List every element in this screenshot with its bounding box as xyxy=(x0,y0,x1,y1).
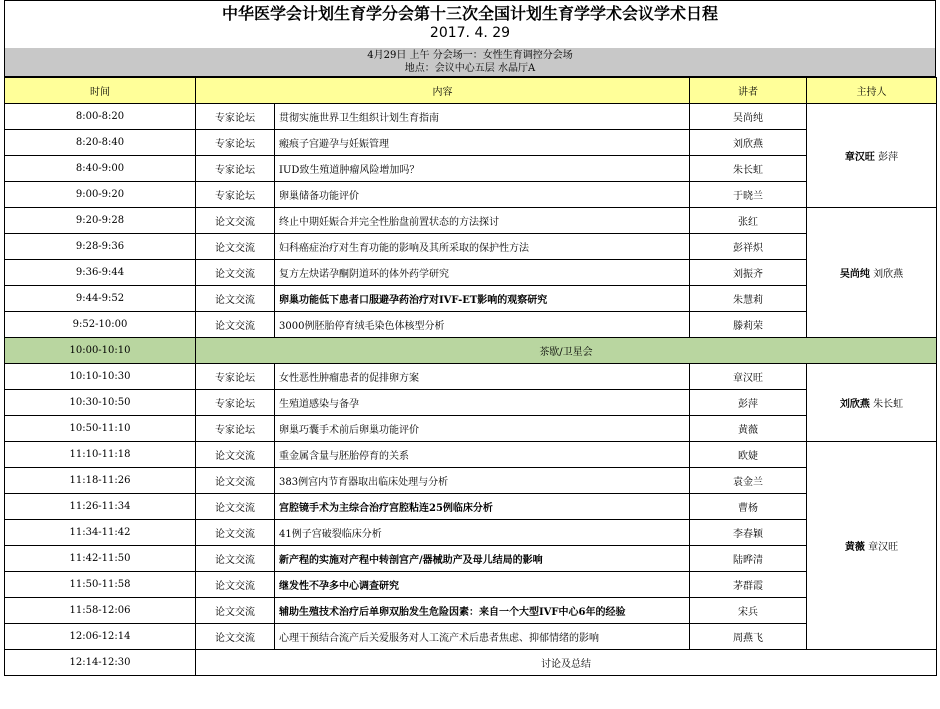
type-cell: 论文交流 xyxy=(196,572,275,598)
host-main-name: 章汉旺 xyxy=(844,152,875,163)
table-row xyxy=(5,494,937,520)
type-cell: 专家论坛 xyxy=(196,156,275,182)
topic-cell: 瘢痕子宫避孕与妊娠管理 xyxy=(275,130,690,156)
time-cell: 11:34-11:42 xyxy=(5,520,196,546)
table-row xyxy=(5,390,937,416)
time-cell: 8:40-9:00 xyxy=(5,156,196,182)
type-cell: 论文交流 xyxy=(196,442,275,468)
time-cell: 11:58-12:06 xyxy=(5,598,196,624)
speaker-cell: 周燕飞 xyxy=(690,624,807,650)
speaker-cell: 彭萍 xyxy=(690,390,807,416)
speaker-cell: 刘欣燕 xyxy=(690,130,807,156)
topic-cell: 新产程的实施对产程中转剖宫产/器械助产及母儿结局的影响 xyxy=(275,546,690,572)
topic-cell: 继发性不孕多中心调查研究 xyxy=(275,572,690,598)
table-row xyxy=(5,416,937,442)
type-cell: 专家论坛 xyxy=(196,416,275,442)
time-cell: 9:28-9:36 xyxy=(5,234,196,260)
table-row xyxy=(5,260,937,286)
topic-cell: 41例子宫破裂临床分析 xyxy=(275,520,690,546)
header-time: 时间 xyxy=(5,78,196,104)
speaker-cell: 于晓兰 xyxy=(690,182,807,208)
time-cell: 11:10-11:18 xyxy=(5,442,196,468)
topic-cell: 重金属含量与胚胎停育的关系 xyxy=(275,442,690,468)
time-cell: 11:26-11:34 xyxy=(5,494,196,520)
type-cell: 专家论坛 xyxy=(196,364,275,390)
topic-cell: 卵巢功能低下患者口服避孕药治疗对IVF-ET影响的观察研究 xyxy=(275,286,690,312)
type-cell: 论文交流 xyxy=(196,286,275,312)
host-other-name: 彭萍 xyxy=(878,152,899,163)
host-main-name: 吴尚纯 xyxy=(839,269,870,280)
table-row xyxy=(5,598,937,624)
closing-time: 12:14-12:30 xyxy=(5,650,196,676)
closing-label: 讨论及总结 xyxy=(196,650,937,676)
host-cell xyxy=(807,208,937,338)
time-cell: 11:42-11:50 xyxy=(5,546,196,572)
time-cell: 8:20-8:40 xyxy=(5,130,196,156)
host-cell xyxy=(807,442,937,650)
type-cell: 论文交流 xyxy=(196,598,275,624)
table-row xyxy=(5,442,937,468)
time-cell: 9:00-9:20 xyxy=(5,182,196,208)
header-speaker: 讲者 xyxy=(690,78,807,104)
table-row xyxy=(5,468,937,494)
table-row xyxy=(5,286,937,312)
schedule-table xyxy=(4,77,937,676)
time-cell: 11:18-11:26 xyxy=(5,468,196,494)
table-row xyxy=(5,520,937,546)
session-info xyxy=(4,48,936,77)
title-block xyxy=(4,0,936,49)
page-title: 中华医学会计划生育学分会第十三次全国计划生育学学术会议学术日程 xyxy=(221,4,718,23)
time-cell: 10:50-11:10 xyxy=(5,416,196,442)
topic-cell: 卵巢储备功能评价 xyxy=(275,182,690,208)
table-row xyxy=(5,208,937,234)
session-line-1: 4月29日 上午 分会场一：女性生育调控分会场 xyxy=(367,50,573,61)
time-cell: 9:20-9:28 xyxy=(5,208,196,234)
host-other-name: 刘欣燕 xyxy=(873,269,904,280)
host-main-name: 黄薇 xyxy=(844,542,865,553)
topic-cell: 终止中期妊娠合并完全性胎盘前置状态的方法探讨 xyxy=(275,208,690,234)
header-host: 主持人 xyxy=(807,78,937,104)
speaker-cell: 袁金兰 xyxy=(690,468,807,494)
host-cell xyxy=(807,364,937,442)
host-cell xyxy=(807,104,937,208)
time-cell: 8:00-8:20 xyxy=(5,104,196,130)
time-cell: 12:06-12:14 xyxy=(5,624,196,650)
table-row xyxy=(5,104,937,130)
table-row xyxy=(5,234,937,260)
speaker-cell: 朱慧莉 xyxy=(690,286,807,312)
time-cell: 9:44-9:52 xyxy=(5,286,196,312)
host-other-name: 朱长虹 xyxy=(873,399,904,410)
table-row xyxy=(5,572,937,598)
topic-cell: 妇科癌症治疗对生育功能的影响及其所采取的保护性方法 xyxy=(275,234,690,260)
host-main-name: 刘欣燕 xyxy=(839,399,870,410)
speaker-cell: 张红 xyxy=(690,208,807,234)
page-date: 2017. 4. 29 xyxy=(429,25,511,41)
topic-cell: 贯彻实施世界卫生组织计划生育指南 xyxy=(275,104,690,130)
speaker-cell: 刘振齐 xyxy=(690,260,807,286)
speaker-cell: 欧婕 xyxy=(690,442,807,468)
schedule-sheet xyxy=(4,0,936,709)
header-row xyxy=(5,78,937,104)
type-cell: 论文交流 xyxy=(196,234,275,260)
type-cell: 论文交流 xyxy=(196,468,275,494)
topic-cell: 卵巢巧囊手术前后卵巢功能评价 xyxy=(275,416,690,442)
type-cell: 专家论坛 xyxy=(196,104,275,130)
time-cell: 11:50-11:58 xyxy=(5,572,196,598)
type-cell: 专家论坛 xyxy=(196,390,275,416)
topic-cell: 3000例胚胎停育绒毛染色体核型分析 xyxy=(275,312,690,338)
speaker-cell: 宋兵 xyxy=(690,598,807,624)
speaker-cell: 朱长虹 xyxy=(690,156,807,182)
speaker-cell: 吴尚纯 xyxy=(690,104,807,130)
topic-cell: 辅助生殖技术治疗后单卵双胎发生危险因素：来自一个大型IVF中心6年的经验 xyxy=(275,598,690,624)
time-cell: 10:30-10:50 xyxy=(5,390,196,416)
topic-cell: IUD致生殖道肿瘤风险增加吗？ xyxy=(275,156,690,182)
topic-cell: 女性恶性肿瘤患者的促排卵方案 xyxy=(275,364,690,390)
session-line-2: 地点：会议中心五层 水晶厅A xyxy=(404,63,536,74)
topic-cell: 复方左炔诺孕酮阴道环的体外药学研究 xyxy=(275,260,690,286)
time-cell: 9:36-9:44 xyxy=(5,260,196,286)
table-row xyxy=(5,156,937,182)
type-cell: 论文交流 xyxy=(196,624,275,650)
host-other-name: 章汉旺 xyxy=(868,542,899,553)
table-row xyxy=(5,624,937,650)
topic-cell: 宫腔镜手术为主综合治疗宫腔粘连25例临床分析 xyxy=(275,494,690,520)
type-cell: 论文交流 xyxy=(196,208,275,234)
break-label: 茶歇/卫星会 xyxy=(196,338,937,364)
break-row xyxy=(5,338,937,364)
speaker-cell: 茅群霞 xyxy=(690,572,807,598)
topic-cell: 383例宫内节育器取出临床处理与分析 xyxy=(275,468,690,494)
speaker-cell: 曹杨 xyxy=(690,494,807,520)
type-cell: 论文交流 xyxy=(196,494,275,520)
table-row xyxy=(5,182,937,208)
speaker-cell: 陆晔清 xyxy=(690,546,807,572)
speaker-cell: 彭祥炽 xyxy=(690,234,807,260)
type-cell: 专家论坛 xyxy=(196,182,275,208)
topic-cell: 生殖道感染与备孕 xyxy=(275,390,690,416)
type-cell: 专家论坛 xyxy=(196,130,275,156)
topic-cell: 心理干预结合流产后关爱服务对人工流产术后患者焦虑、抑郁情绪的影响 xyxy=(275,624,690,650)
type-cell: 论文交流 xyxy=(196,260,275,286)
header-content: 内容 xyxy=(196,78,690,104)
table-row xyxy=(5,130,937,156)
speaker-cell: 滕莉荣 xyxy=(690,312,807,338)
time-cell: 10:10-10:30 xyxy=(5,364,196,390)
type-cell: 论文交流 xyxy=(196,520,275,546)
speaker-cell: 李春颖 xyxy=(690,520,807,546)
type-cell: 论文交流 xyxy=(196,312,275,338)
break-time: 10:00-10:10 xyxy=(5,338,196,364)
type-cell: 论文交流 xyxy=(196,546,275,572)
time-cell: 9:52-10:00 xyxy=(5,312,196,338)
table-row xyxy=(5,364,937,390)
table-row xyxy=(5,546,937,572)
table-row xyxy=(5,312,937,338)
closing-row xyxy=(5,650,937,676)
speaker-cell: 章汉旺 xyxy=(690,364,807,390)
speaker-cell: 黄薇 xyxy=(690,416,807,442)
